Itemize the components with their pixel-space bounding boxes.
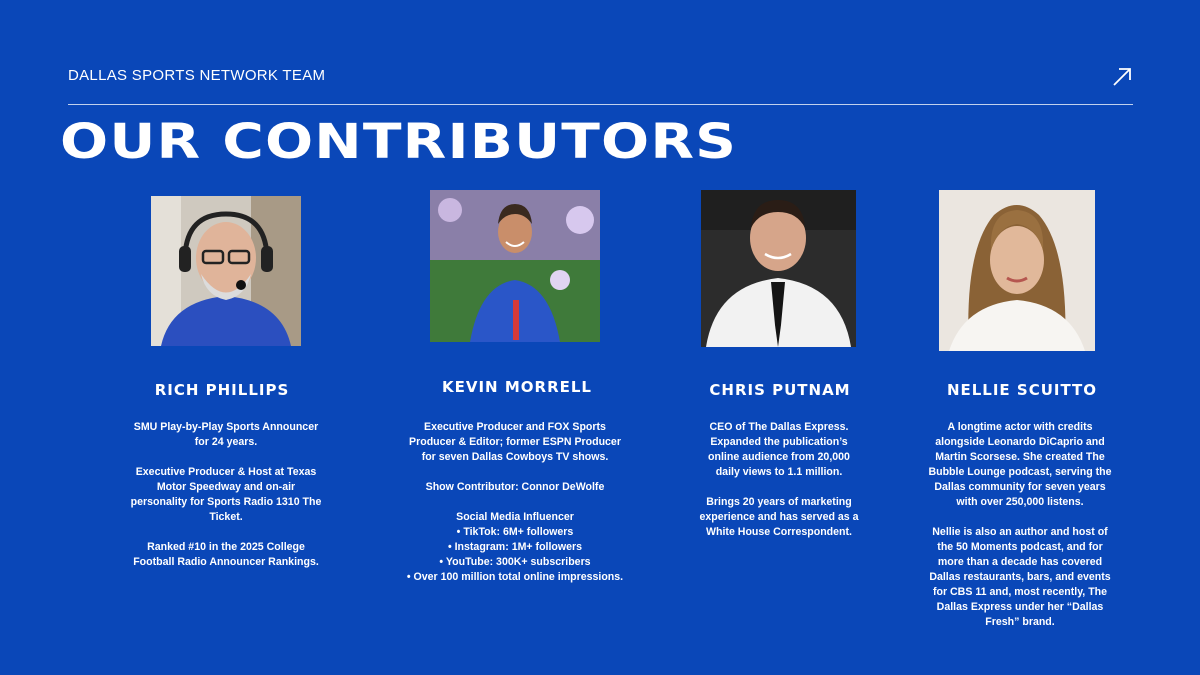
arrow-up-right-icon[interactable] [1111, 66, 1133, 88]
contributor-bio [395, 420, 635, 585]
bio-line: A longtime actor with credits [947, 421, 1093, 433]
bio-line: Dallas Express under her “Dallas [936, 601, 1104, 613]
chris-putnam-photo [701, 190, 856, 347]
bio-line: Social Media Influencer [456, 511, 574, 523]
bio-line: SMU Play-by-Play Sports Announcer [133, 421, 319, 433]
bio-line: • TikTok: 6M+ followers [456, 526, 574, 538]
bio-line: Football Radio Announcer Rankings. [133, 556, 319, 568]
bio-line: for CBS 11 and, most recently, The [932, 586, 1108, 598]
bio-line: • YouTube: 300K+ subscribers [439, 556, 591, 568]
bio-line: Show Contributor: Connor DeWolfe [425, 481, 605, 493]
contributor-name: NELLIE SCUITTO [946, 381, 1098, 399]
kevin-morrell-photo [430, 190, 600, 342]
rich-phillips-photo [151, 196, 301, 346]
header-divider [68, 104, 1133, 105]
contributor-name: RICH PHILLIPS [154, 381, 290, 399]
bio-line: more than a decade has covered [937, 556, 1103, 568]
bio-line: alongside Leonardo DiCaprio and [935, 436, 1105, 448]
bio-line: White House Correspondent. [706, 526, 852, 538]
contributor-bio [915, 420, 1125, 630]
contributor-bio [106, 420, 346, 570]
bio-line: CEO of The Dallas Express. [709, 421, 849, 433]
contributor-name: KEVIN MORRELL [442, 378, 592, 396]
bio-line: Nellie is also an author and host of [932, 526, 1108, 538]
header-label: DALLAS SPORTS NETWORK TEAM [68, 67, 326, 84]
bio-line: Executive Producer & Host at Texas [135, 466, 317, 478]
nellie-scuitto-photo [939, 190, 1095, 351]
bio-line: Fresh” brand. [985, 616, 1055, 628]
bio-line: Dallas community for seven years [934, 481, 1106, 493]
bio-line: Producer & Editor; former ESPN Producer [409, 436, 621, 448]
bio-line: Ranked #10 in the 2025 College [147, 541, 305, 553]
page-title: OUR CONTRIBUTORS [60, 114, 738, 170]
bio-line: experience and has served as a [699, 511, 859, 523]
bio-line: Martin Scorsese. She created The [935, 451, 1105, 463]
bio-line: Ticket. [209, 511, 243, 523]
bio-line: for 24 years. [194, 436, 258, 448]
bio-line: • Instagram: 1M+ followers [447, 541, 583, 553]
contributor-name: CHRIS PUTNAM [709, 381, 851, 399]
bio-line: Dallas restaurants, bars, and events [929, 571, 1111, 583]
bio-line: the 50 Moments podcast, and for [937, 541, 1103, 553]
bio-line: Executive Producer and FOX Sports [424, 421, 606, 433]
bio-line: daily views to 1.1 million. [715, 466, 843, 478]
bio-line: Motor Speedway and on-air [156, 481, 296, 493]
bio-line: for seven Dallas Cowboys TV shows. [421, 451, 609, 463]
bio-line: Expanded the publication’s [710, 436, 848, 448]
bio-line: personality for Sports Radio 1310 The [130, 496, 322, 508]
bio-line: Bubble Lounge podcast, serving the [928, 466, 1112, 478]
contributor-bio [659, 420, 899, 540]
bio-line: • Over 100 million total online impressions. [406, 571, 624, 583]
bio-line: with over 250,000 listens. [956, 496, 1084, 508]
bio-line: Brings 20 years of marketing [706, 496, 852, 508]
bio-line: online audience from 20,000 [708, 451, 850, 463]
